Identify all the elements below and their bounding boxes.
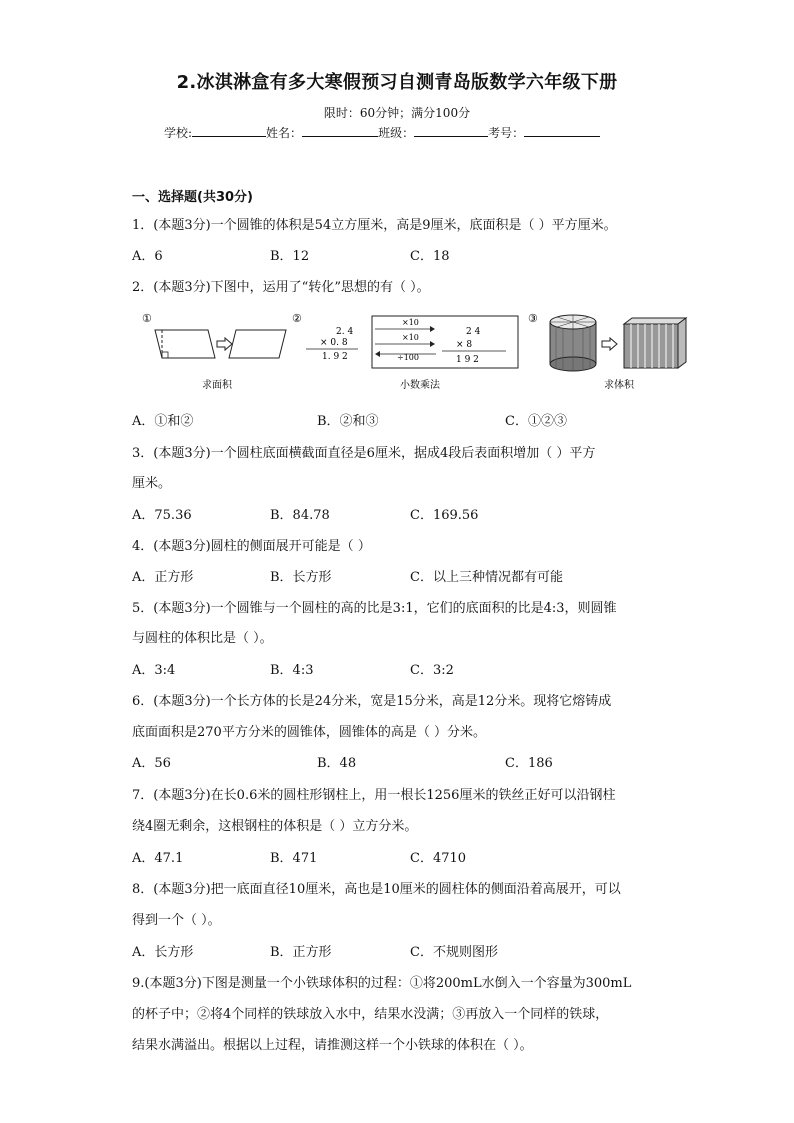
question-1-stem: 1．(本题3分)一个圆锥的体积是54立方厘米，高是9厘米，底面积是（ ）平方厘米。 — [132, 218, 617, 233]
question-4-option-b: B．长方形 — [270, 570, 332, 585]
right-angle-mark — [162, 352, 168, 358]
name-label: 姓名： — [266, 126, 303, 140]
fig3-caption: 求体积 — [604, 380, 634, 391]
cuboid-slices-icon — [624, 318, 686, 368]
question-6-stem-line1: 6．(本题3分)一个长方体的长是24分米，宽是15分米，高是12分米。现将它熔铸成 — [132, 694, 612, 709]
cylinder-sectors-icon — [550, 315, 596, 371]
fig2-left-row2: × 0. 8 — [320, 338, 348, 348]
fig2-right-row3: 1 9 2 — [456, 355, 479, 365]
fig2-op3: ÷100 — [397, 353, 419, 362]
question-6-option-c: C．186 — [505, 756, 553, 771]
fig2-op1: ×10 — [402, 318, 419, 327]
page-title: 2.冰淇淋盒有多大寒假预习自测青岛版数学六年级下册 — [176, 72, 618, 93]
fig2-right-row1: 2 4 — [466, 327, 481, 337]
question-6-stem-line2: 底面面积是270平方分米的圆锥体，圆锥体的高是（ ）分米。 — [132, 725, 486, 740]
fig3-number: ③ — [528, 312, 538, 325]
fig2-left-row3: 1. 9 2 — [322, 352, 348, 362]
question-2-figure — [140, 308, 700, 400]
fig2-left-row1: 2. 4 — [336, 327, 354, 337]
fig2-caption: 小数乘法 — [400, 380, 440, 391]
fig2-right-row2: × 8 — [456, 340, 473, 350]
question-6-option-b: B．48 — [317, 756, 357, 771]
question-5-option-b: B．4:3 — [270, 663, 314, 678]
question-2-option-b: B．②和③ — [317, 414, 379, 429]
class-label: 班级： — [378, 126, 415, 140]
student-info-line — [164, 124, 600, 141]
time-score-note: 限时：60分钟；满分100分 — [323, 106, 471, 120]
transform-arrow-icon — [602, 338, 617, 350]
rectangle-result-shape — [229, 330, 286, 358]
question-5-stem-line1: 5．(本题3分)一个圆锥与一个圆柱的高的比是3:1，它们的底面积的比是4:3，则圆锥 — [132, 601, 617, 616]
question-7-stem-line1: 7．(本题3分)在长0.6米的圆柱形钢柱上，用一根长1256厘米的铁丝正好可以沿钢柱 — [132, 788, 616, 803]
question-5-option-c: C．3:2 — [410, 663, 454, 678]
question-8-stem-line1: 8．(本题3分)把一底面直径10厘米，高也是10厘米的圆柱体的侧面沿着高展开，可以 — [132, 882, 621, 897]
question-7-option-b: B．471 — [270, 851, 318, 866]
question-9-stem-line3: 结果水满溢出。根据以上过程，请推测这样一个小铁球的体积在（ ）。 — [132, 1038, 533, 1053]
question-6-option-a: A．56 — [132, 756, 171, 771]
exam-no-label: 考号： — [488, 126, 525, 140]
question-7-option-a: A．47.1 — [132, 851, 184, 866]
question-7-stem-line2: 绕4圈无剩余，这根钢柱的体积是（ ）立方分米。 — [132, 819, 418, 834]
question-8-option-c: C．不规则图形 — [410, 945, 498, 960]
question-4-option-c: C．以上三种情况都有可能 — [410, 570, 563, 585]
question-9-stem-line1: 9.(本题3分)下图是测量一个小铁球体积的过程：①将200mL水倒入一个容量为300mL — [132, 976, 632, 991]
class-blank — [414, 124, 488, 137]
question-7-option-c: C．4710 — [410, 851, 467, 866]
question-1-option-b: B．12 — [270, 249, 310, 264]
question-5-stem-line2: 与圆柱的体积比是（ ）。 — [132, 631, 273, 646]
fig1-number: ① — [142, 312, 152, 325]
parallelogram-shape — [155, 330, 215, 358]
question-3-option-b: B．84.78 — [270, 508, 330, 523]
school-blank — [192, 124, 266, 137]
question-2-stem: 2．(本题3分)下图中，运用了“转化”思想的有（ ）。 — [132, 280, 430, 295]
section-heading: 一、选择题(共30分) — [132, 190, 253, 205]
question-3-option-c: C．169.56 — [410, 508, 479, 523]
question-3-option-a: A．75.36 — [132, 508, 192, 523]
fig2-number: ② — [292, 312, 302, 325]
question-2-option-a: A．①和② — [132, 414, 194, 429]
question-3-stem-line1: 3．(本题3分)一个圆柱底面横截面直径是6厘米，据成4段后表面积增加（ ）平方 — [132, 446, 596, 461]
question-4-option-a: A．正方形 — [132, 570, 194, 585]
exam-no-blank — [524, 124, 600, 137]
question-1-option-a: A．6 — [132, 249, 163, 264]
school-label: 学校: — [164, 126, 193, 140]
question-8-option-b: B．正方形 — [270, 945, 332, 960]
question-1-option-c: C．18 — [410, 249, 450, 264]
fig2-box — [372, 316, 518, 368]
question-8-stem-line2: 得到一个（ ）。 — [132, 913, 221, 928]
transform-arrow-icon — [217, 338, 232, 350]
question-8-option-a: A．长方形 — [132, 945, 194, 960]
question-3-stem-line2: 厘米。 — [132, 476, 172, 491]
name-blank — [302, 124, 378, 137]
fig2-op2: ×10 — [402, 333, 419, 342]
question-9-stem-line2: 的杯子中；②将4个同样的铁球放入水中，结果水没满；③再放入一个同样的铁球， — [132, 1007, 609, 1022]
fig1-caption: 求面积 — [202, 380, 232, 391]
question-2-option-c: C．①②③ — [505, 414, 567, 429]
question-5-option-a: A．3:4 — [132, 663, 176, 678]
question-4-stem: 4．(本题3分)圆柱的侧面展开可能是（ ） — [132, 539, 371, 554]
